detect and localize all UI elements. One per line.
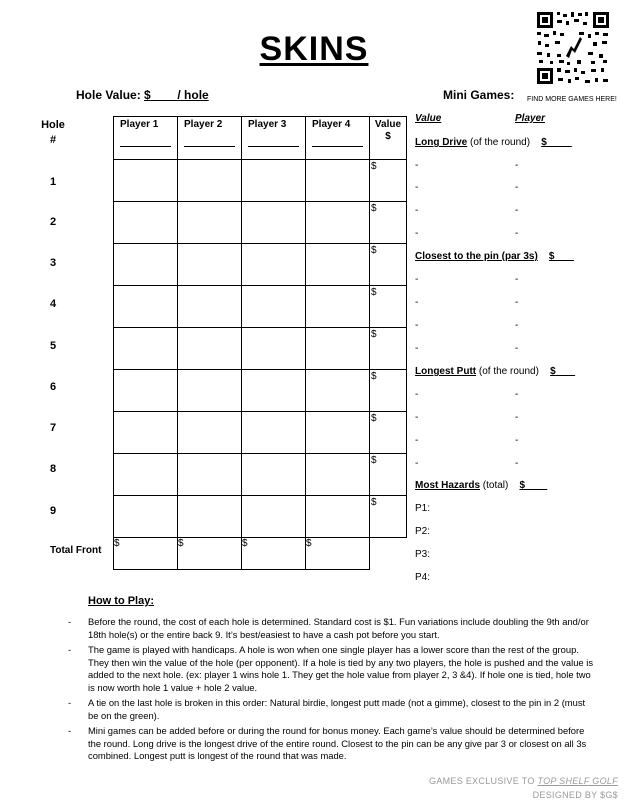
rules-list: [68, 616, 598, 766]
hazards-player-2[interactable]: P2:: [415, 526, 431, 537]
score-cell[interactable]: [242, 370, 306, 412]
hole-value-cell[interactable]: $: [370, 202, 407, 244]
hole-row: [114, 412, 407, 454]
score-cell[interactable]: [306, 412, 370, 454]
player-label: Player 1: [120, 119, 159, 130]
how-to-play-title: How to Play:: [88, 595, 155, 607]
entry-dash[interactable]: -: [515, 412, 519, 423]
total-player-3[interactable]: $: [242, 538, 306, 570]
hole-value-label: Hole Value:: [76, 88, 141, 102]
long-drive-header: Long Drive (of the round) $: [415, 137, 547, 148]
player-2-header[interactable]: [178, 117, 242, 160]
entry-dash[interactable]: -: [415, 205, 419, 216]
total-front-row: [114, 538, 407, 570]
score-cell[interactable]: [306, 328, 370, 370]
player-4-header[interactable]: [306, 117, 370, 160]
score-cell[interactable]: [178, 412, 242, 454]
score-cell[interactable]: [242, 412, 306, 454]
rule-bullet: -: [68, 697, 72, 708]
score-cell[interactable]: [242, 286, 306, 328]
hole-header-line1: Hole: [41, 119, 65, 131]
hole-number: 5: [49, 340, 57, 352]
entry-dash[interactable]: -: [415, 458, 419, 469]
score-grid: [113, 116, 407, 570]
side-player-header: Player: [515, 113, 546, 124]
hole-value-cell[interactable]: $: [370, 370, 407, 412]
hole-value-cell[interactable]: $: [370, 328, 407, 370]
rule-text: Mini games can be added before or during the round for bonus money. Each game’s value should be determined before the round. Long drive is the longest drive of the entire round. Closest to the pin can be any give par 3 or closest on all 3s combined. Longest putt is longest of the round that was made.: [88, 725, 587, 761]
hazards-header: Most Hazards (total) $: [415, 480, 526, 491]
hole-value-cell[interactable]: $: [370, 244, 407, 286]
name-line: [184, 146, 235, 147]
score-cell[interactable]: [114, 202, 178, 244]
score-cell[interactable]: [306, 454, 370, 496]
player-label: Player 2: [184, 119, 223, 130]
hole-header-line2: #: [49, 134, 57, 146]
name-line: [248, 146, 299, 147]
score-cell[interactable]: [242, 160, 306, 202]
hazards-player-3[interactable]: P3:: [415, 549, 431, 560]
value-header-label: Value: [374, 119, 402, 130]
score-cell[interactable]: [178, 202, 242, 244]
entry-dash[interactable]: -: [515, 274, 519, 285]
score-cell[interactable]: [178, 286, 242, 328]
hole-row: [114, 328, 407, 370]
entry-dash[interactable]: -: [515, 343, 519, 354]
grid-header-row: [114, 117, 407, 160]
player-label: Player 4: [312, 119, 351, 130]
entry-dash[interactable]: -: [415, 320, 419, 331]
score-cell[interactable]: [114, 370, 178, 412]
hole-column-header: [36, 118, 70, 148]
hole-number: 6: [49, 381, 57, 393]
score-cell[interactable]: [114, 454, 178, 496]
total-player-2[interactable]: $: [178, 538, 242, 570]
hole-row: [114, 244, 407, 286]
hole-number: 3: [49, 257, 57, 269]
name-line: [312, 146, 363, 147]
rule-text: Before the round, the cost of each hole is determined. Standard cost is $1. Fun variations include doubling the 9th and/or 18th hole(s) or the entire back 9. It’s best/easiest to have a cash pot before you start.: [88, 616, 589, 640]
hole-number: 9: [49, 505, 57, 517]
entry-dash[interactable]: -: [515, 458, 519, 469]
score-cell[interactable]: [306, 160, 370, 202]
entry-dash[interactable]: -: [515, 297, 519, 308]
entry-dash[interactable]: -: [415, 343, 419, 354]
entry-dash[interactable]: -: [415, 160, 419, 171]
entry-dash[interactable]: -: [415, 435, 419, 446]
footer-exclusive: GAMES EXCLUSIVE TO TOP SHELF GOLF: [429, 776, 618, 786]
score-cell[interactable]: [242, 202, 306, 244]
player-1-header[interactable]: [114, 117, 178, 160]
score-cell[interactable]: [114, 328, 178, 370]
score-cell[interactable]: [178, 244, 242, 286]
rule-text: The game is played with handicaps. A hole is won when one single player has a lower score than the rest of the group. They then win the value of the hole (per opponent). If a hole is tied by any two players, the hole is pushed and the value is added to the next hole. (ex: player 1 wins hole 1. They get the hole value from player 2, 3 &4). If hole one is tied, hole two is now worth hole 1 value + hole 2 value.: [88, 644, 594, 693]
score-cell[interactable]: [114, 496, 178, 538]
score-cell[interactable]: [178, 496, 242, 538]
brand-link[interactable]: TOP SHELF GOLF: [537, 776, 618, 786]
rule-item: [68, 616, 598, 641]
hole-row: [114, 496, 407, 538]
longest-putt-header: Longest Putt (of the round) $: [415, 366, 556, 377]
qr-caption: FIND MORE GAMES HERE!: [527, 96, 617, 103]
rule-bullet: -: [68, 725, 72, 736]
hole-number: 1: [49, 176, 57, 188]
hole-row: [114, 286, 407, 328]
hole-value-field[interactable]: [76, 88, 209, 102]
value-header: [370, 117, 407, 160]
score-cell[interactable]: [306, 496, 370, 538]
entry-dash[interactable]: -: [515, 320, 519, 331]
qr-code[interactable]: [533, 8, 613, 88]
score-cell[interactable]: [306, 202, 370, 244]
closest-pin-header: Closest to the pin (par 3s) $: [415, 251, 555, 262]
hole-value-blank: [144, 88, 209, 102]
score-cell[interactable]: [306, 286, 370, 328]
hole-value-cell[interactable]: $: [370, 496, 407, 538]
entry-dash[interactable]: -: [415, 412, 419, 423]
hazards-player-4[interactable]: P4:: [415, 572, 431, 583]
hazards-player-1[interactable]: P1:: [415, 503, 431, 514]
hole-row: [114, 160, 407, 202]
hole-row: [114, 370, 407, 412]
rule-bullet: -: [68, 616, 72, 627]
rule-item: [68, 644, 598, 694]
rule-text: A tie on the last hole is broken in this order: Natural birdie, longest putt made (not a gimme), closest to the pin in 2 (must be on the green).: [88, 697, 586, 721]
entry-dash[interactable]: -: [515, 182, 519, 193]
hole-number: 4: [49, 298, 57, 310]
entry-dash[interactable]: -: [515, 205, 519, 216]
score-cell[interactable]: [242, 244, 306, 286]
player-3-header[interactable]: [242, 117, 306, 160]
entry-dash[interactable]: -: [415, 389, 419, 400]
entry-dash[interactable]: -: [515, 435, 519, 446]
hole-value-cell[interactable]: $: [370, 286, 407, 328]
hole-value-cell[interactable]: $: [370, 160, 407, 202]
score-cell[interactable]: [242, 496, 306, 538]
total-empty: [370, 538, 407, 570]
score-cell[interactable]: [242, 454, 306, 496]
entry-dash[interactable]: -: [415, 274, 419, 285]
score-cell[interactable]: [178, 454, 242, 496]
score-cell[interactable]: [242, 328, 306, 370]
hole-number: 7: [49, 422, 57, 434]
hole-number: 2: [49, 216, 57, 228]
score-cell[interactable]: [306, 370, 370, 412]
player-label: Player 3: [248, 119, 287, 130]
entry-dash[interactable]: -: [415, 297, 419, 308]
score-cell[interactable]: [178, 370, 242, 412]
hole-row: [114, 454, 407, 496]
footer-designed-by: DESIGNED BY $G$: [532, 790, 618, 800]
name-line: [120, 146, 171, 147]
score-cell[interactable]: [178, 328, 242, 370]
hole-value-cell[interactable]: $: [370, 454, 407, 496]
score-cell[interactable]: [114, 160, 178, 202]
score-cell[interactable]: [114, 412, 178, 454]
hole-row: [114, 202, 407, 244]
qr-code-icon: [533, 8, 613, 88]
mini-games-label: Mini Games:: [443, 88, 515, 102]
hole-rows: [114, 160, 407, 538]
hole-value-cell[interactable]: $: [370, 412, 407, 454]
rule-bullet: -: [68, 644, 72, 655]
score-cell[interactable]: [114, 244, 178, 286]
entry-dash[interactable]: -: [515, 389, 519, 400]
rule-item: [68, 725, 598, 763]
rule-item: [68, 697, 598, 722]
page-title: SKINS: [259, 30, 369, 68]
total-front-label: Total Front: [50, 545, 102, 556]
total-player-4[interactable]: $: [306, 538, 370, 570]
entry-dash[interactable]: -: [415, 182, 419, 193]
hole-number: 8: [49, 463, 57, 475]
score-cell[interactable]: [178, 160, 242, 202]
value-header-dollar: $: [385, 131, 391, 142]
entry-dash[interactable]: -: [515, 160, 519, 171]
entry-dash[interactable]: -: [415, 228, 419, 239]
side-value-header: Value: [415, 113, 442, 124]
hole-value-suffix: / hole: [177, 88, 209, 102]
score-cell[interactable]: [114, 286, 178, 328]
score-cell[interactable]: [306, 244, 370, 286]
hole-value-dollar: $: [144, 88, 151, 102]
total-player-1[interactable]: $: [114, 538, 178, 570]
entry-dash[interactable]: -: [515, 228, 519, 239]
